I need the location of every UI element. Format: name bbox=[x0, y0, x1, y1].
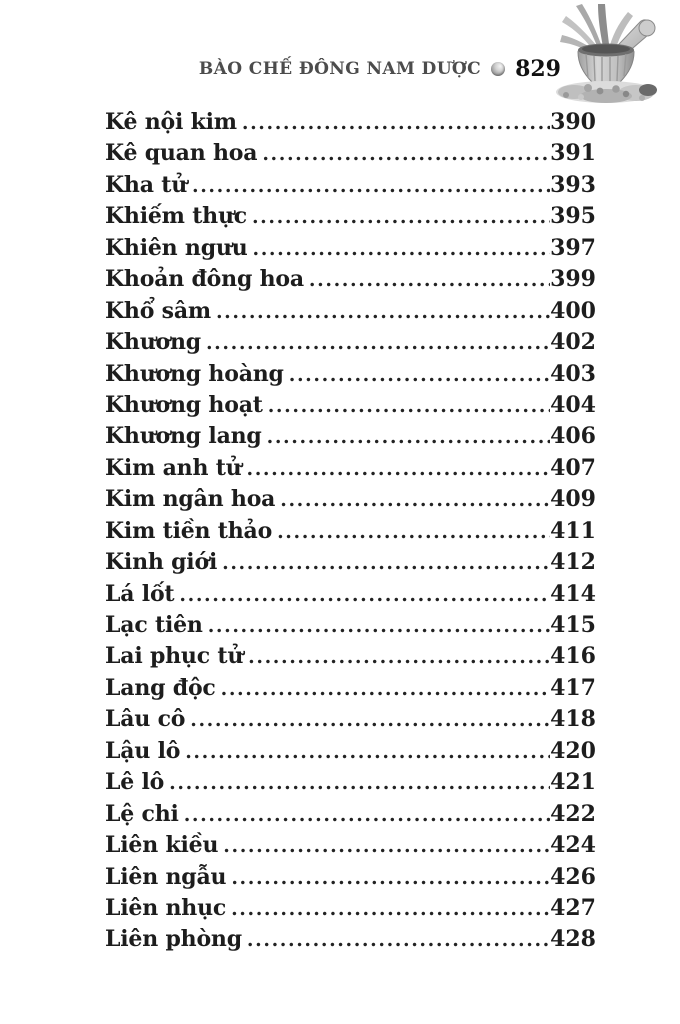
toc-entry-label: Kim anh tử bbox=[105, 454, 242, 481]
toc-entry-label: Liên phòng bbox=[105, 926, 242, 953]
toc-entry bbox=[105, 484, 596, 515]
toc-entry bbox=[105, 610, 596, 641]
toc-entry-page: 424 bbox=[550, 832, 596, 859]
toc-entry-label: Lê lô bbox=[105, 769, 165, 796]
toc-entry-page: 422 bbox=[550, 800, 596, 827]
toc-entry-page: 409 bbox=[550, 486, 596, 513]
toc-entry-label: Lang độc bbox=[105, 674, 216, 701]
toc-entry bbox=[105, 264, 596, 295]
toc-entry-page: 407 bbox=[550, 454, 596, 481]
dot-leader bbox=[201, 328, 550, 359]
toc-entry bbox=[105, 201, 596, 232]
dot-leader bbox=[243, 642, 550, 673]
toc-entry-page: 411 bbox=[550, 517, 596, 544]
toc-entry-page: 402 bbox=[550, 329, 596, 356]
dot-leader bbox=[284, 360, 550, 391]
toc-entry-label: Lai phục tử bbox=[105, 643, 244, 670]
toc-entry-label: Khiên ngưu bbox=[105, 234, 248, 261]
dot-leader bbox=[216, 674, 550, 705]
dot-leader bbox=[211, 297, 550, 328]
toc-entry-label: Kha tử bbox=[105, 171, 187, 198]
toc-entry-label: Lệ chi bbox=[105, 800, 179, 827]
toc-entry-page: 417 bbox=[550, 674, 596, 701]
toc-entry bbox=[105, 170, 596, 201]
toc-entry-label: Liên nhục bbox=[105, 894, 227, 921]
dot-leader bbox=[185, 705, 550, 736]
toc-entry bbox=[105, 516, 596, 547]
dot-leader bbox=[226, 863, 550, 894]
toc-entry-label: Khương hoạt bbox=[105, 391, 263, 418]
toc-entry bbox=[105, 233, 596, 264]
toc-entry bbox=[105, 736, 596, 767]
toc-entry-page: 414 bbox=[550, 580, 596, 607]
dot-leader bbox=[263, 391, 550, 422]
toc-entry bbox=[105, 767, 596, 798]
toc-entry-page: 399 bbox=[550, 266, 596, 293]
toc-entry-label: Khiếm thực bbox=[105, 203, 247, 230]
book-title: BÀO CHẾ ĐÔNG NAM DƯỢC bbox=[198, 59, 482, 79]
toc-entry-page: 391 bbox=[550, 140, 596, 167]
toc-entry bbox=[105, 296, 596, 327]
toc-entry-page: 428 bbox=[550, 926, 596, 953]
toc-entry bbox=[105, 453, 596, 484]
toc-entry-label: Khương hoàng bbox=[105, 360, 284, 387]
dot-leader bbox=[272, 517, 550, 548]
folio-number: 829 bbox=[515, 56, 561, 82]
toc-entry bbox=[105, 673, 596, 704]
toc-entry bbox=[105, 924, 596, 955]
toc-entry bbox=[105, 704, 596, 735]
toc-list bbox=[105, 107, 596, 956]
toc-entry bbox=[105, 138, 596, 169]
dot-leader bbox=[262, 422, 550, 453]
toc-entry-page: 390 bbox=[550, 109, 596, 135]
toc-entry-page: 415 bbox=[550, 612, 596, 638]
toc-entry-page: 393 bbox=[550, 171, 596, 198]
toc-entry bbox=[105, 327, 596, 358]
sphere-icon bbox=[491, 62, 505, 76]
toc-entry-label: Kim tiền thảo bbox=[105, 517, 273, 544]
toc-entry bbox=[105, 830, 596, 861]
toc-entry-label: Liên kiều bbox=[105, 832, 219, 859]
dot-leader bbox=[237, 108, 550, 139]
toc-entry-page: 426 bbox=[550, 863, 596, 890]
toc-entry-page: 395 bbox=[550, 203, 596, 230]
dot-leader bbox=[164, 768, 550, 799]
dot-leader bbox=[218, 831, 550, 862]
toc-entry-page: 404 bbox=[550, 391, 596, 418]
dot-leader bbox=[217, 548, 550, 579]
toc-entry-page: 416 bbox=[550, 643, 596, 670]
toc-entry-label: Khoản đông hoa bbox=[105, 266, 304, 293]
toc-entry-page: 420 bbox=[550, 737, 596, 764]
toc-entry bbox=[105, 547, 596, 578]
dot-leader bbox=[275, 485, 550, 516]
mortar-pestle-photo bbox=[548, 2, 666, 106]
toc-entry bbox=[105, 107, 596, 138]
toc-entry-page: 406 bbox=[550, 423, 596, 450]
dot-leader bbox=[242, 925, 550, 956]
dot-leader bbox=[257, 139, 550, 170]
page-header bbox=[199, 56, 561, 82]
toc-entry-label: Kê quan hoa bbox=[105, 140, 258, 167]
toc-entry bbox=[105, 862, 596, 893]
toc-entry-page: 427 bbox=[550, 894, 596, 921]
toc-entry-page: 412 bbox=[550, 549, 596, 576]
dot-leader bbox=[203, 611, 550, 642]
toc-entry-label: Kê nội kim bbox=[105, 109, 237, 135]
dot-leader bbox=[179, 800, 550, 831]
toc-entry-page: 400 bbox=[550, 297, 596, 324]
toc-entry bbox=[105, 421, 596, 452]
dot-leader bbox=[180, 737, 550, 768]
toc-entry-label: Kinh giới bbox=[105, 549, 218, 576]
dot-leader bbox=[304, 265, 550, 296]
toc-entry-label: Lậu lô bbox=[105, 737, 181, 764]
dot-leader bbox=[248, 234, 551, 265]
toc-entry bbox=[105, 641, 596, 672]
toc-entry-label: Lạc tiên bbox=[105, 612, 203, 638]
dot-leader bbox=[247, 202, 550, 233]
toc-entry-page: 418 bbox=[550, 706, 596, 733]
toc-entry bbox=[105, 579, 596, 610]
dot-leader bbox=[174, 580, 550, 611]
herb-pile-icon bbox=[556, 81, 657, 103]
toc-entry bbox=[105, 390, 596, 421]
toc-entry bbox=[105, 359, 596, 390]
toc-entry bbox=[105, 893, 596, 924]
toc-entry-label: Khương lang bbox=[105, 423, 262, 450]
toc-entry-label: Kim ngân hoa bbox=[105, 486, 276, 513]
toc-entry-label: Liên ngẫu bbox=[105, 863, 227, 890]
toc-entry bbox=[105, 799, 596, 830]
toc-entry-label: Khương bbox=[105, 329, 201, 356]
toc-entry-label: Lá lốt bbox=[105, 580, 175, 607]
mortar-bowl-icon bbox=[578, 44, 634, 83]
toc-entry-page: 403 bbox=[550, 360, 596, 387]
dot-leader bbox=[226, 894, 550, 925]
toc-entry-page: 421 bbox=[550, 769, 596, 796]
toc-entry-label: Khổ sâm bbox=[105, 297, 211, 324]
dot-leader bbox=[187, 171, 550, 202]
toc-entry-label: Lâu cô bbox=[105, 706, 186, 733]
toc-entry-page: 397 bbox=[550, 234, 596, 261]
dot-leader bbox=[241, 454, 550, 485]
